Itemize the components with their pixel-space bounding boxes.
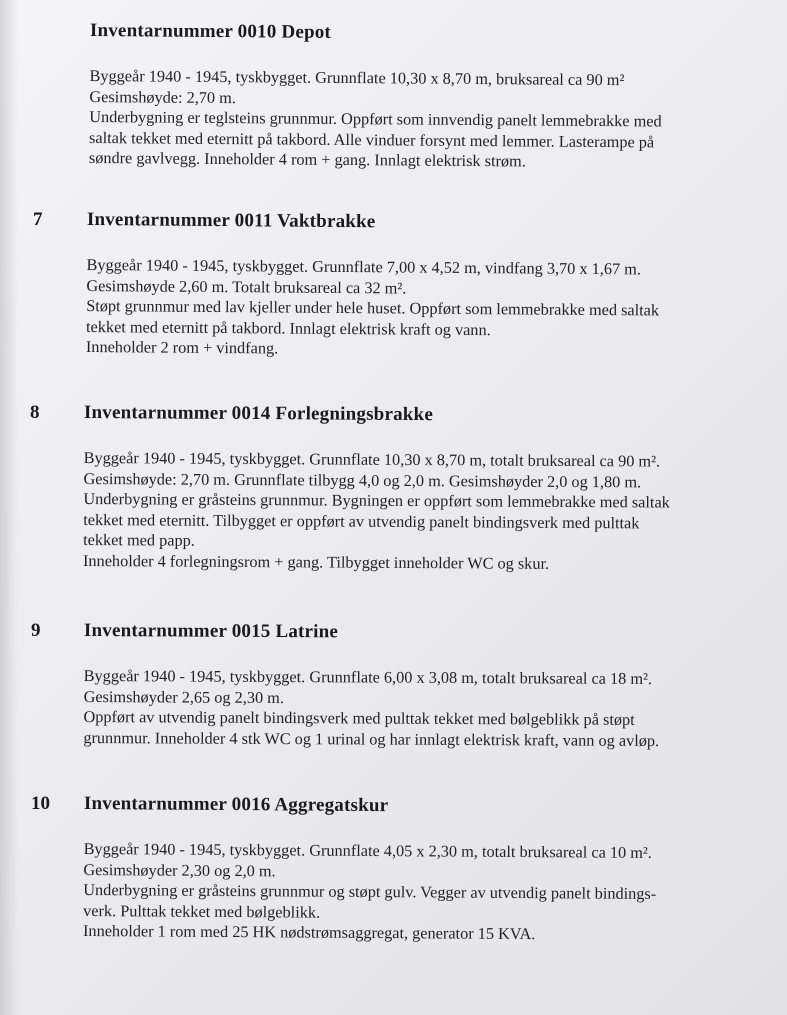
entry-line: Gesimshøyde: 2,70 m. Grunnflate tilbygg 4,0 og 2,0 m. Gesimshøyder 2,0 og 1,80 m. [83,468,642,491]
entry-line: tekket med eternitt. Tilbygget er oppført av utvendig panelt bindingsverk med pulttak [83,509,640,532]
entry-line: Byggeår 1940 - 1945, tyskbygget. Grunnflate 10,30 x 8,70 m, bruksareal ca 90 m² [89,65,625,90]
entry-title: Inventarnummer 0016 Aggregatskur [83,793,389,817]
entry-title: Inventarnummer 0015 Latrine [83,620,339,643]
entry-number: 9 [31,620,41,641]
entry-line: Gesimshøyde: 2,70 m. [89,86,237,107]
entry-line: tekket med eternitt på takbord. Innlagt elektrisk kraft og vann. [86,316,491,339]
entry-title: Inventarnummer 0010 Depot [89,20,332,43]
entry-number: 8 [30,402,40,423]
entry-line: Gesimshøyder 2,65 og 2,30 m. [83,686,284,707]
entry-number: 7 [33,209,43,230]
entry-line: Inneholder 4 forlegningsrom + gang. Tilbygget inneholder WC og skur. [82,550,550,573]
entry-line: Byggeår 1940 - 1945, tyskbygget. Grunnflate 4,05 x 2,30 m, totalt bruksareal ca 10 m². [83,838,652,862]
entry-line: Inneholder 2 rom + vindfang. [85,336,279,358]
page-edge-shadow [0,0,18,1015]
entry-0014 [83,402,670,575]
entry-line: Byggeår 1940 - 1945, tyskbygget. Grunnflate 7,00 x 4,52 m, vindfang 3,70 x 1,67 m. [86,254,642,279]
entry-0010 [89,20,663,173]
entry-line: Støpt grunnmur med lav kjeller under hele huset. Oppført som lemmebrakke med saltak [86,295,660,320]
entry-title: Inventarnummer 0011 Vaktbrakke [86,209,376,233]
entry-0011 [86,209,660,362]
entry-line: søndre gavlvegg. Inneholder 4 rom + gang. Innlagt elektrisk strøm. [88,147,526,171]
entry-line: Underbygning er gråsteins grunnmur og støpt gulv. Vegger av utvendig panelt bindings- [83,879,657,903]
entry-line: Oppført av utvendig panelt bindingsverk med pulttak tekket med bølgeblikk på støpt [83,706,635,729]
entry-line: grunnmur. Inneholder 4 stk WC og 1 urinal og har innlagt elektrisk kraft, vann og avløp. [83,727,660,750]
entry-line: tekket med papp. [83,529,195,550]
entry-0015 [83,620,659,751]
entry-title: Inventarnummer 0014 Forlegningsbrakke [83,402,434,426]
entry-number: 10 [31,793,50,814]
entry-line: Byggeår 1940 - 1945, tyskbygget. Grunnflate 6,00 x 3,08 m, totalt bruksareal ca 18 m². [83,665,653,688]
entry-line: Gesimshøyde 2,60 m. Totalt bruksareal ca 32 m². [86,275,407,298]
entry-line: Underbygning er gråsteins grunnmur. Bygningen er oppført som lemmebrakke med saltak [83,488,670,512]
entry-line: Byggeår 1940 - 1945, tyskbygget. Grunnflate 10,30 x 8,70 m, totalt bruksareal ca 90 m². [83,447,661,471]
entry-0016 [83,793,657,945]
entry-line: saltak tekket med eternitt på takbord. Alle vinduer forsynt med lemmer. Lasterampe på [89,127,655,151]
entry-line: Underbygning er teglsteins grunnmur. Oppført som innvendig panelt lemmebrakke med [89,106,662,131]
entry-line: Gesimshøyder 2,30 og 2,0 m. [83,859,276,880]
entry-line: verk. Pulttak tekket med bølgeblikk. [83,900,321,922]
entry-line: Inneholder 1 rom med 25 HK nødstrømsaggregat, generator 15 KVA. [82,920,536,944]
